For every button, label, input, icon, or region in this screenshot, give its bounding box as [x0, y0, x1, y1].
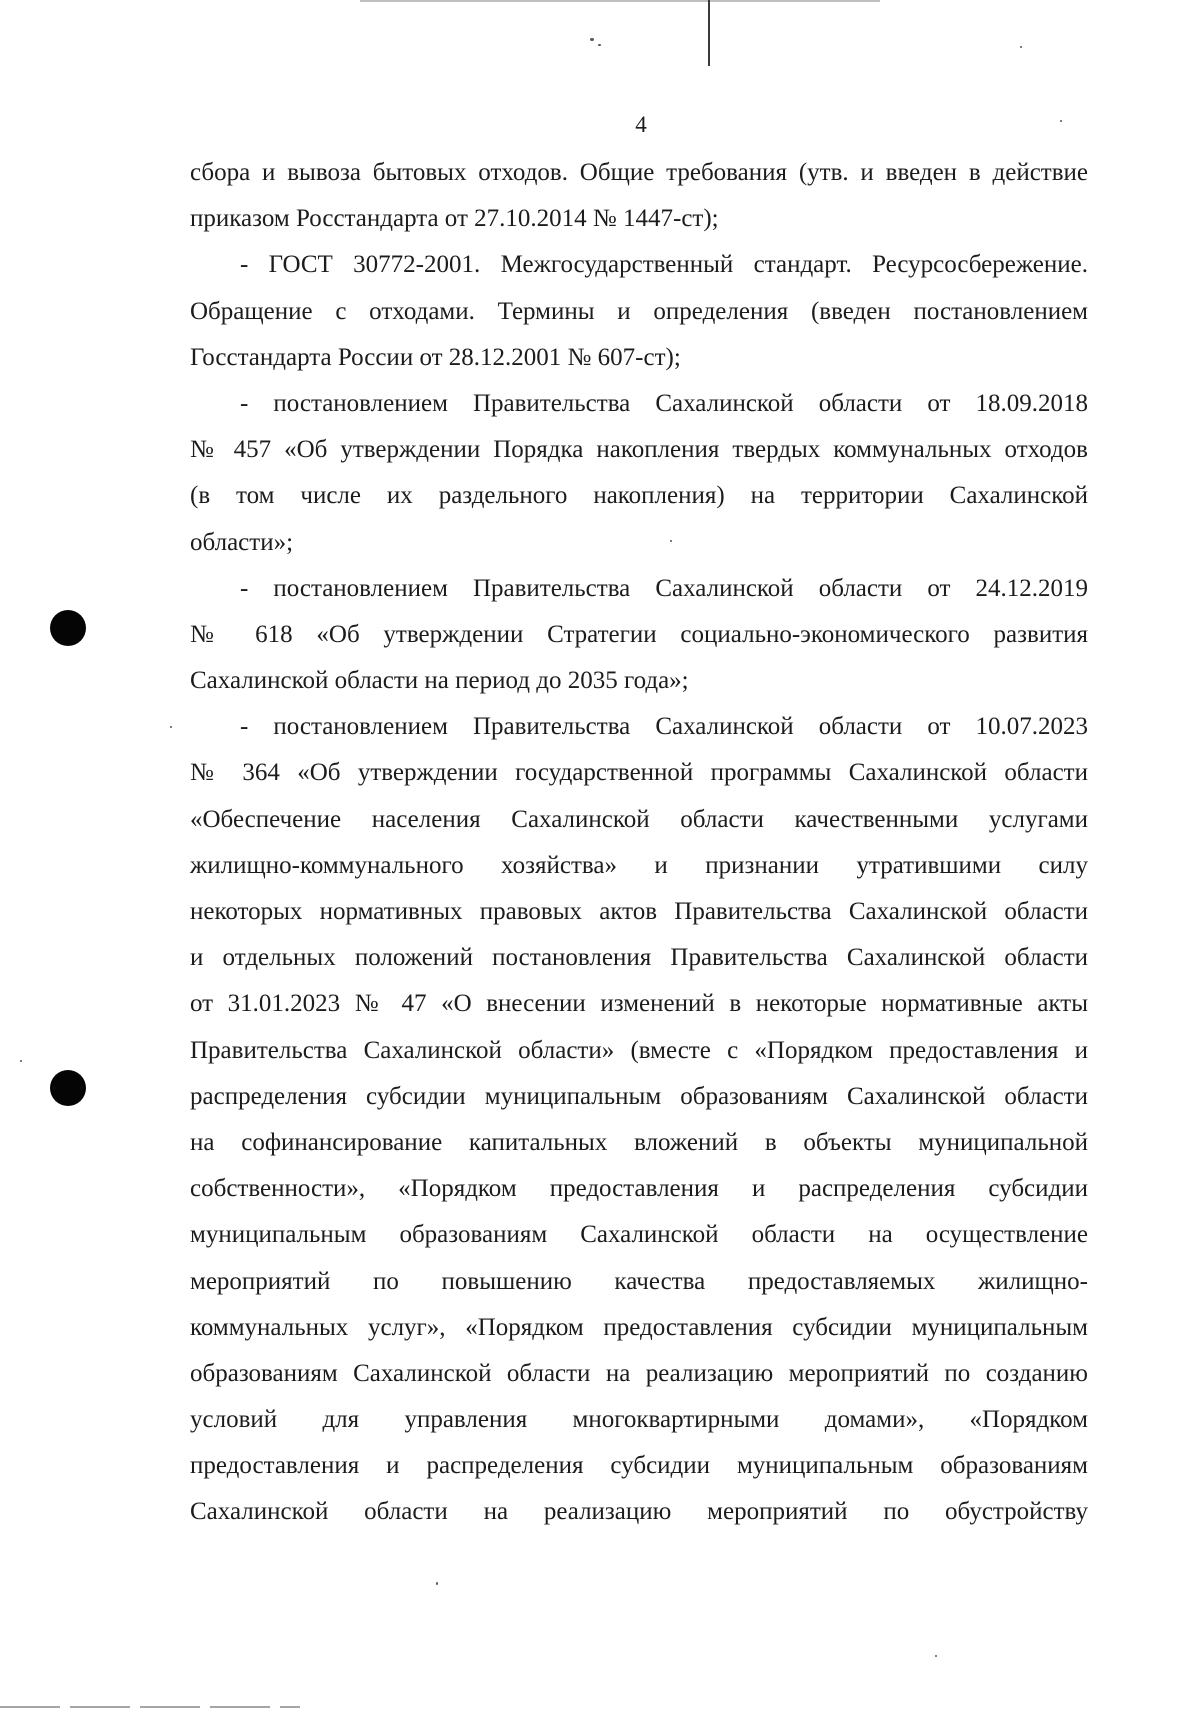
text-line: - постановлением Правительства Сахалинской области от 18.09.2018	[240, 389, 1088, 417]
text-line: № 364 «Об утверждении государственной программы Сахалинской области	[190, 759, 1088, 787]
scan-speck	[1020, 46, 1022, 48]
text-line: - постановлением Правительства Сахалинской области от 24.12.2019	[240, 574, 1088, 602]
text-line: Обращение с отходами. Термины и определения (введен постановлением	[190, 297, 1088, 325]
text-line: мероприятий по повышению качества предоставляемых жилищно-	[190, 1267, 1088, 1295]
scan-speck	[590, 38, 594, 41]
text-line: собственности», «Порядком предоставления и распределения субсидии	[190, 1175, 1088, 1203]
text-line: Правительства Сахалинской области» (вместе с «Порядком предоставления и	[190, 1036, 1088, 1064]
text-line: № 457 «Об утверждении Порядка накопления твердых коммунальных отходов	[190, 436, 1088, 464]
scan-top-edge	[360, 0, 880, 2]
text-line: - постановлением Правительства Сахалинской области от 10.07.2023	[240, 713, 1088, 741]
text-line: сбора и вывоза бытовых отходов. Общие требования (утв. и введен в действие	[190, 159, 1088, 186]
text-line: - ГОСТ 30772-2001. Межгосударственный стандарт. Ресурсосбережение.	[240, 251, 1088, 279]
punch-hole-mark	[50, 610, 86, 646]
text-line: Сахалинской области на реализацию мероприятий по обустройству	[190, 1498, 1088, 1526]
text-line: условий для управления многоквартирными домами», «Порядком	[190, 1406, 1088, 1434]
scan-bottom-edge	[0, 1706, 300, 1708]
text-line: «Обеспечение населения Сахалинской области качественными услугами	[190, 805, 1088, 833]
text-line: распределения субсидии муниципальным образованиям Сахалинской области	[190, 1082, 1088, 1110]
text-line: приказом Росстандарта от 27.10.2014 № 1447-ст);	[190, 205, 719, 233]
document-body	[190, 150, 1088, 1536]
text-line: на софинансирование капитальных вложений в объекты муниципальной	[190, 1128, 1088, 1156]
staple-mark	[708, 0, 710, 66]
scan-speck	[436, 1582, 438, 1585]
scan-speck	[935, 1655, 937, 1657]
text-line: некоторых нормативных правовых актов Правительства Сахалинской области	[190, 898, 1088, 925]
text-line: муниципальным образованиям Сахалинской области на осуществление	[190, 1221, 1088, 1249]
text-line: образованиям Сахалинской области на реализацию мероприятий по созданию	[190, 1359, 1088, 1387]
text-line: Сахалинской области на период до 2035 года»;	[190, 667, 689, 695]
text-line: жилищно-коммунального хозяйства» и признании утратившими силу	[190, 851, 1088, 879]
text-line: области»;	[190, 528, 294, 556]
text-line: коммунальных услуг», «Порядком предоставления субсидии муниципальным	[190, 1313, 1088, 1341]
page-number: 4	[635, 112, 647, 137]
text-line: Госстандарта России от 28.12.2001 № 607-ст);	[190, 343, 681, 371]
scan-speck	[598, 44, 601, 46]
text-line: № 618 «Об утверждении Стратегии социально-экономического развития	[190, 620, 1088, 648]
text-line: предоставления и распределения субсидии муниципальным образованиям	[190, 1452, 1088, 1480]
text-line: от 31.01.2023 № 47 «О внесении изменений в некоторые нормативные акты	[190, 990, 1088, 1018]
text-line: и отдельных положений постановления Правительства Сахалинской области	[190, 944, 1088, 972]
scan-speck	[20, 1060, 22, 1062]
text-line: (в том числе их раздельного накопления) на территории Сахалинской	[190, 482, 1088, 510]
punch-hole-mark	[50, 1070, 86, 1106]
scan-speck	[170, 726, 172, 728]
